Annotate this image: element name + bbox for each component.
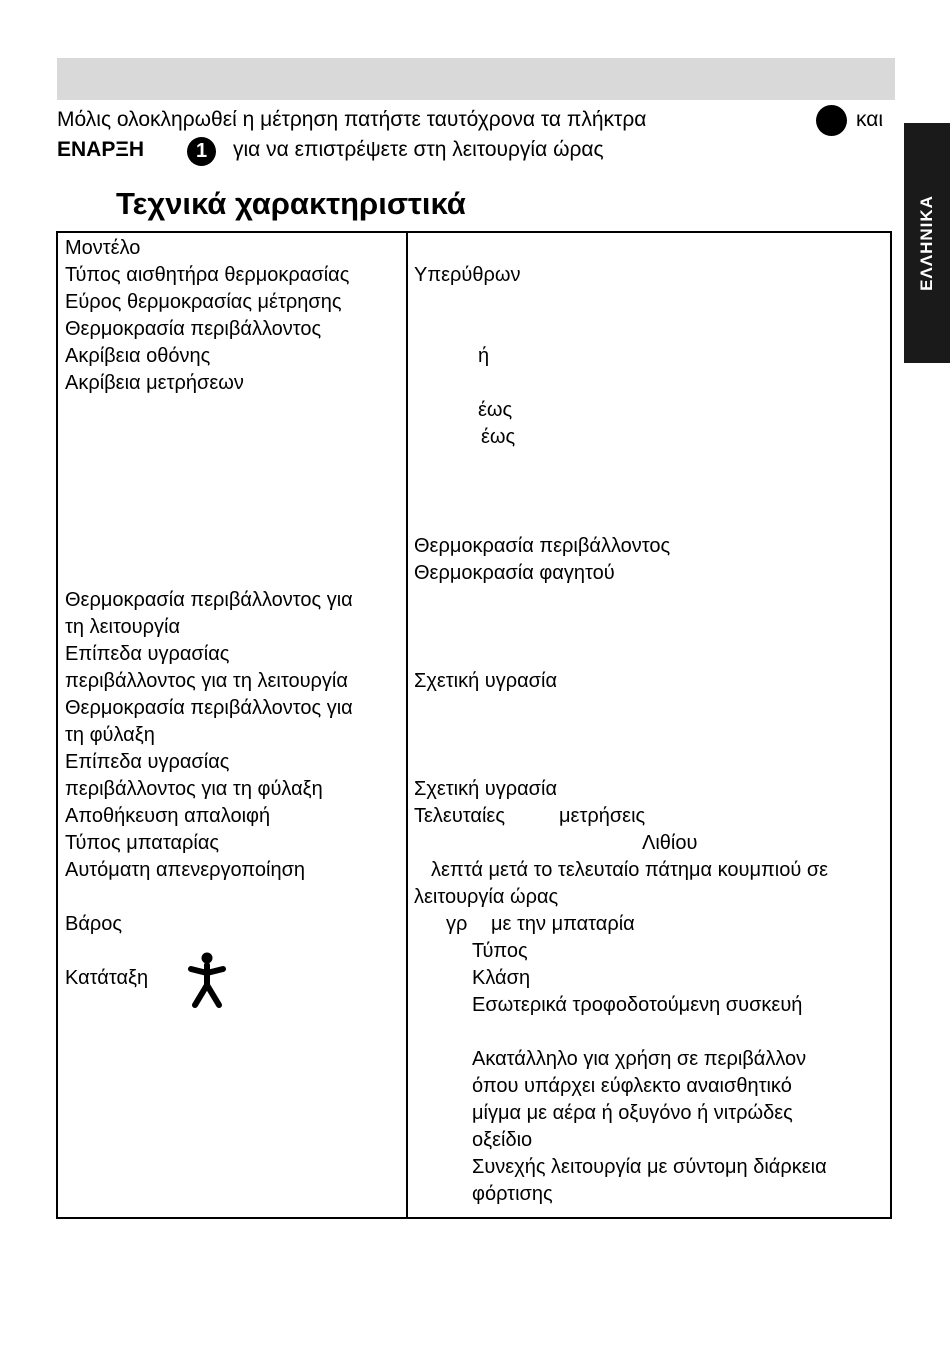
button-dot-icon: [816, 105, 847, 136]
spec-label-store-temp-2: τη φύλαξη: [65, 724, 155, 746]
language-tab-label: ΕΛΛΗΝΙΚΑ: [917, 195, 936, 291]
section-title: Τεχνικά χαρακτηριστικά: [116, 186, 466, 221]
spec-value-weight-g: γρ: [446, 913, 468, 935]
spec-value-food: Θερμοκρασία φαγητού: [414, 562, 615, 584]
spec-label-store-hum-2: περιβάλλοντος για τη φύλαξη: [65, 778, 323, 800]
spec-value-continuous-1: Συνεχής λειτουργία με σύντομη διάρκεια: [472, 1156, 827, 1178]
language-tab: [904, 123, 950, 363]
header-bar: [57, 58, 895, 100]
spec-value-measurements: μετρήσεις: [559, 805, 646, 827]
spec-value-auto-off-2: λειτουργία ώρας: [414, 886, 559, 908]
spec-label-battery: Τύπος μπαταρίας: [65, 832, 220, 854]
spec-value-ambient: Θερμοκρασία περιβάλλοντος: [414, 535, 671, 557]
table-divider: [406, 233, 408, 1217]
spec-value-unsuitable-4: οξείδιο: [472, 1129, 533, 1151]
intro-line-2: για να επιστρέψετε στη λειτουργία ώρας: [233, 138, 604, 161]
spec-label-auto-off: Αυτόματη απενεργοποίηση: [65, 859, 306, 881]
spec-value-lithium: Λιθίου: [642, 832, 698, 854]
spec-value-rel-hum-1: Σχετική υγρασία: [414, 670, 558, 692]
spec-value-unsuitable-2: όπου υπάρχει εύφλεκτο αναισθητικό: [472, 1075, 792, 1097]
spec-value-infrared: Υπερύθρων: [414, 264, 521, 286]
spec-label-op-temp-1: Θερμοκρασία περιβάλλοντος για: [65, 589, 353, 611]
spec-label-display-accuracy: Ακρίβεια οθόνης: [65, 345, 211, 367]
body-type-b-icon: [186, 952, 228, 1008]
spec-value-unsuitable-3: μίγμα με αέρα ή οξυγόνο ή νιτρώδες: [472, 1102, 793, 1124]
spec-value-internal-power: Εσωτερικά τροφοδοτούμενη συσκευή: [472, 994, 803, 1016]
spec-value-weight-battery: με την μπαταρία: [491, 913, 635, 935]
spec-value-class: Κλάση: [472, 967, 531, 989]
spec-label-ambient: Θερμοκρασία περιβάλλοντος: [65, 318, 322, 340]
spec-label-sensor: Τύπος αισθητήρα θερμοκρασίας: [65, 264, 350, 286]
spec-label-weight: Βάρος: [65, 913, 123, 935]
spec-value-auto-off-1: λεπτά μετά το τελευταίο πάτημα κουμπιού σε: [431, 859, 829, 881]
spec-value-type: Τύπος: [472, 940, 528, 962]
spec-value-last: Τελευταίες: [414, 805, 505, 827]
spec-label-store-temp-1: Θερμοκρασία περιβάλλοντος για: [65, 697, 353, 719]
number-one-icon: 1: [187, 137, 216, 166]
intro-and: και: [856, 108, 884, 131]
spec-value-rel-hum-2: Σχετική υγρασία: [414, 778, 558, 800]
spec-label-classification: Κατάταξη: [65, 967, 149, 989]
start-key-label: ΕΝΑΡΞΗ: [57, 138, 145, 161]
intro-line-1: Μόλις ολοκληρωθεί η μέτρηση πατήστε ταυτόχρονα τα πλήκτρα: [57, 108, 647, 131]
spec-label-op-temp-2: τη λειτουργία: [65, 616, 180, 638]
spec-label-store-hum-1: Επίπεδα υγρασίας: [65, 751, 230, 773]
spec-label-range: Εύρος θερμοκρασίας μέτρησης: [65, 291, 342, 313]
spec-label-op-hum-2: περιβάλλοντος για τη λειτουργία: [65, 670, 348, 692]
spec-value-unsuitable-1: Ακατάλληλο για χρήση σε περιβάλλον: [472, 1048, 807, 1070]
spec-label-op-hum-1: Επίπεδα υγρασίας: [65, 643, 230, 665]
spec-value-to-1: έως: [478, 399, 513, 421]
spec-label-model: Μοντέλο: [65, 237, 141, 259]
spec-label-measure-accuracy: Ακρίβεια μετρήσεων: [65, 372, 244, 394]
spec-value-continuous-2: φόρτισης: [472, 1183, 553, 1205]
spec-value-to-2: έως: [481, 426, 516, 448]
spec-label-memory: Αποθήκευση απαλοιφή: [65, 805, 271, 827]
spec-value-or: ή: [478, 345, 490, 367]
